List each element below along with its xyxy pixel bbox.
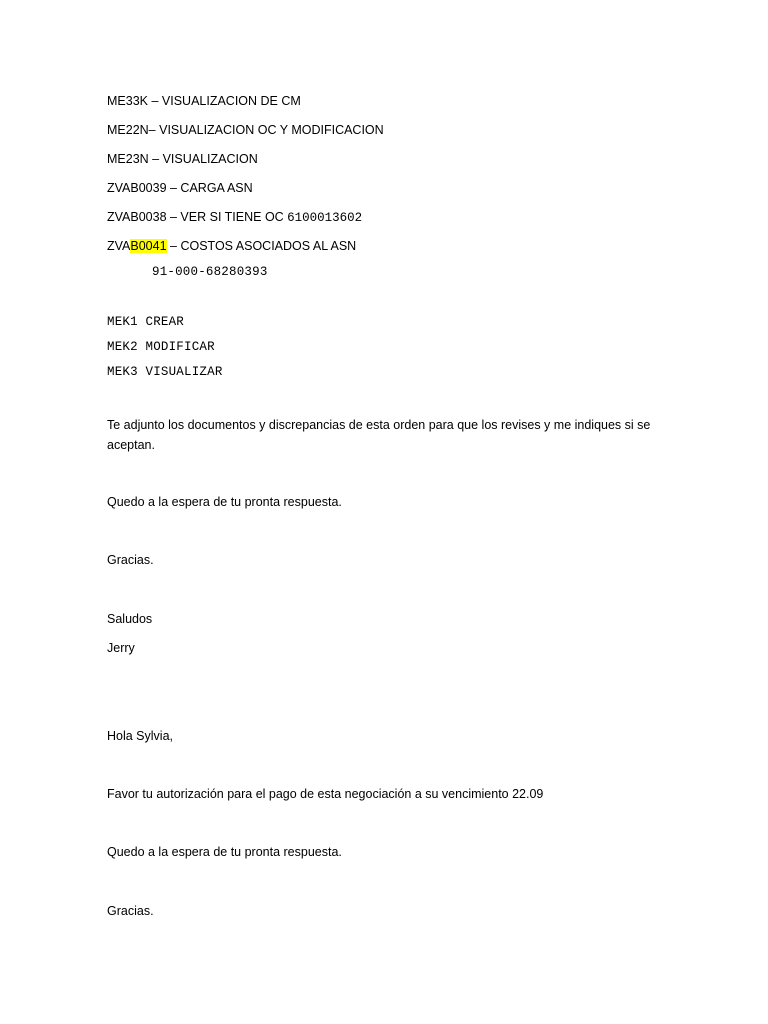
code-prefix: ZVA <box>107 239 131 253</box>
closing-line: Saludos <box>107 612 153 626</box>
account-number: 91-000-68280393 <box>152 265 268 279</box>
transaction-mek3: MEK3 VISUALIZAR <box>107 365 223 379</box>
code-suffix: – COSTOS ASOCIADOS AL ASN <box>166 239 357 253</box>
code-line-zvab0041 <box>107 238 356 254</box>
thanks-line: Gracias. <box>107 553 154 567</box>
code-line-me33k: ME33K – VISUALIZACION DE CM <box>107 94 301 108</box>
code-line-me22n: ME22N– VISUALIZACION OC Y MODIFICACION <box>107 123 384 137</box>
transaction-mek1: MEK1 CREAR <box>107 315 185 329</box>
waiting-line: Quedo a la espera de tu pronta respuesta. <box>107 495 342 509</box>
waiting-line-2: Quedo a la espera de tu pronta respuesta. <box>107 845 342 859</box>
highlighted-code: B0041 <box>130 239 167 253</box>
code-line-me23n: ME23N – VISUALIZACION <box>107 152 258 166</box>
greeting: Hola Sylvia, <box>107 729 173 743</box>
code-line-zvab0039: ZVAB0039 – CARGA ASN <box>107 181 253 195</box>
thanks-line-2: Gracias. <box>107 904 154 918</box>
order-number: 6100013602 <box>287 211 363 225</box>
signature: Jerry <box>107 641 135 655</box>
transaction-mek2: MEK2 MODIFICAR <box>107 340 215 354</box>
code-line-zvab0038-text: ZVAB0038 – VER SI TIENE OC <box>107 210 288 224</box>
authorization-request: Favor tu autorización para el pago de esta negociación a su vencimiento 22.09 <box>107 787 544 801</box>
message-body: Te adjunto los documentos y discrepancias de esta orden para que los revises y me indiques si se aceptan. <box>107 418 651 452</box>
code-line-zvab0038 <box>107 209 362 226</box>
